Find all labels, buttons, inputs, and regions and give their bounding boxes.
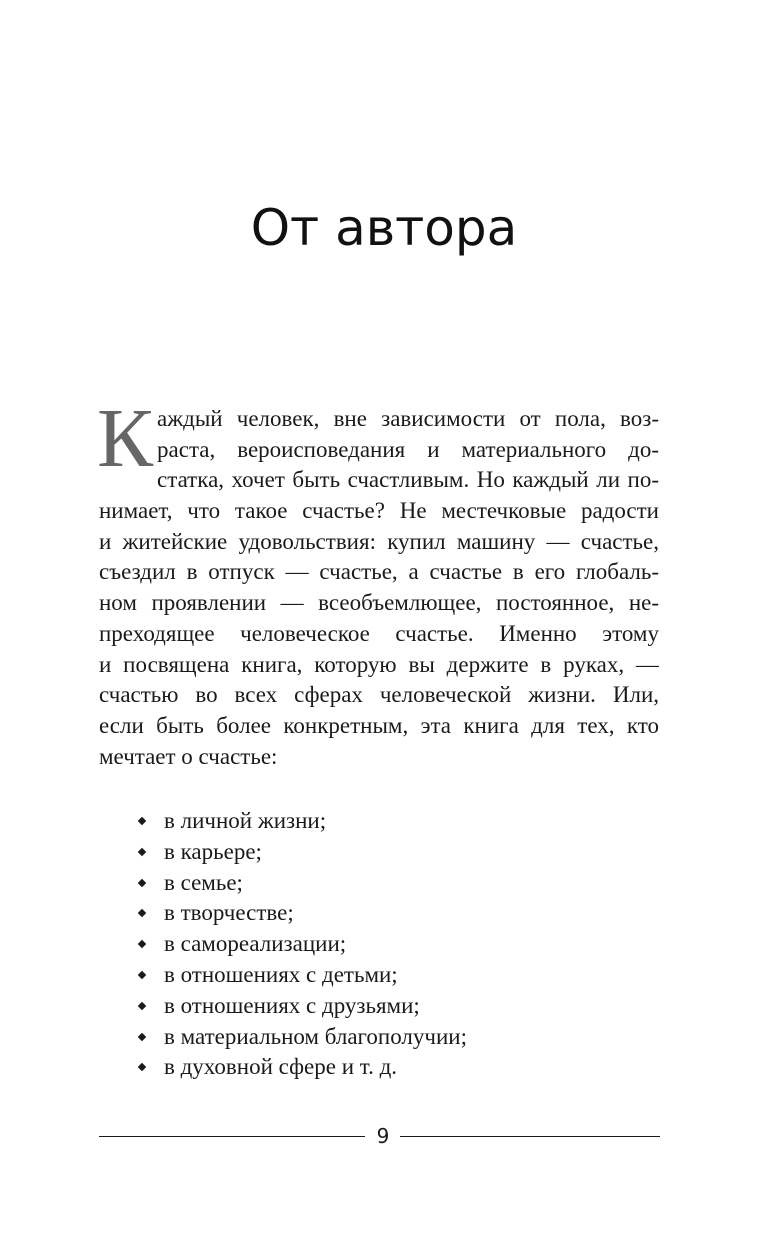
list-item-text: в семье; <box>164 869 243 895</box>
list-item <box>137 898 467 929</box>
list-item-text: в отношениях с друзьями; <box>164 992 420 1018</box>
paragraph-line: если быть более конкретным, эта книга для тех, кто <box>99 712 659 738</box>
diamond-bullet-icon <box>138 1063 146 1071</box>
paragraph-line: раста, вероисповедания и материального до- <box>157 436 659 462</box>
paragraph-line: аждый человек, вне зависимости от пола, воз- <box>157 406 659 431</box>
list-item <box>137 960 467 991</box>
drop-cap: К <box>97 392 154 485</box>
footer-divider-right <box>400 1136 660 1137</box>
paragraph-line: нимает, что такое счастье? Не местечковые радости <box>99 498 659 524</box>
diamond-bullet-icon <box>138 848 146 856</box>
paragraph-line: преходящее человеческое счастье. Именно этому <box>99 620 659 646</box>
list-item <box>137 806 467 837</box>
list-item-text: в отношениях с детьми; <box>164 961 398 987</box>
diamond-bullet-icon <box>138 1002 146 1010</box>
paragraph-line: счастью во всех сферах человеческой жизни. Или, <box>99 682 659 708</box>
footer-divider-left <box>99 1136 365 1137</box>
list-item-text: в карьере; <box>164 838 262 864</box>
paragraph-line: ном проявлении — всеобъемлющее, постоянное, не- <box>99 590 659 616</box>
paragraph-line: статка, хочет быть счастливым. Но каждый ли по- <box>157 467 659 493</box>
list-item <box>137 991 467 1022</box>
diamond-bullet-icon <box>138 817 146 825</box>
list-item <box>137 837 467 868</box>
diamond-bullet-icon <box>138 878 146 886</box>
diamond-bullet-icon <box>138 909 146 917</box>
diamond-bullet-icon <box>138 940 146 948</box>
page-number: 9 <box>376 1124 390 1148</box>
list-item-text: в творчестве; <box>164 900 294 926</box>
list-item <box>137 929 467 960</box>
diamond-bullet-icon <box>138 971 146 979</box>
list-item <box>137 1022 467 1053</box>
list-item-text: в духовной сфере и т. д. <box>164 1054 398 1080</box>
diamond-bullet-icon <box>138 1032 146 1040</box>
list-item <box>137 1052 467 1083</box>
chapter-title: От автора <box>250 199 518 257</box>
paragraph-line: съездил в отпуск — счастье, а счастье в его глобаль- <box>99 559 659 585</box>
paragraph-line: мечтает о счастье: <box>99 743 278 769</box>
intro-paragraph <box>97 392 659 772</box>
list-item <box>137 868 467 899</box>
list-item-text: в личной жизни; <box>164 808 327 833</box>
list-item-text: в материальном благополучии; <box>164 1023 467 1049</box>
list-item-text: в самореализации; <box>164 931 347 957</box>
paragraph-line: и житейские удовольствия: купил машину — счастье, <box>99 528 659 554</box>
happiness-areas-list <box>137 806 467 1083</box>
paragraph-line: и посвящена книга, которую вы держите в руках, — <box>99 651 659 677</box>
